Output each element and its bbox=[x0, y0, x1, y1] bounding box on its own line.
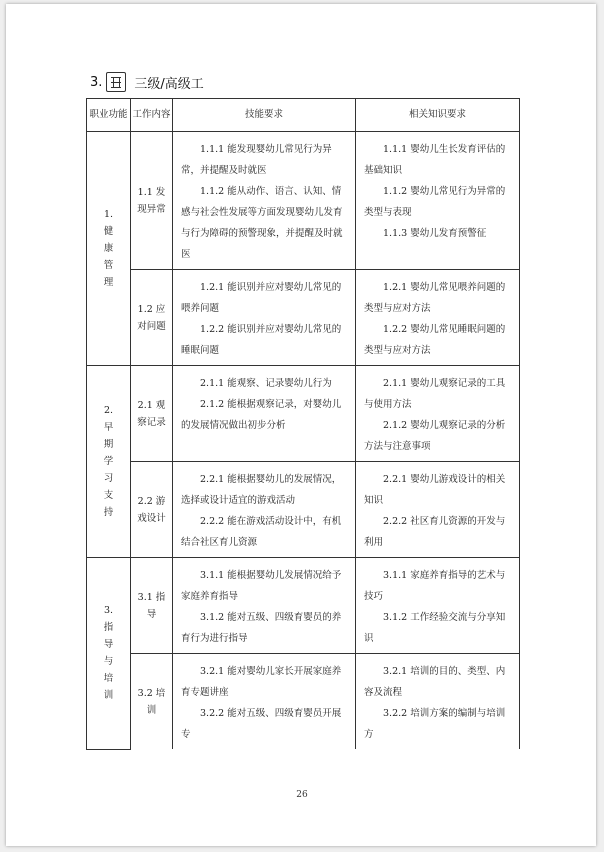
section-number: 3. bbox=[90, 74, 103, 90]
header-function: 职业功能 bbox=[87, 99, 131, 132]
page-number: 26 bbox=[296, 790, 308, 800]
skills-cell bbox=[173, 558, 356, 654]
knowledge-cell bbox=[356, 462, 520, 558]
header-skills: 技能要求 bbox=[173, 99, 356, 132]
function-cell: 2. 早期学习支持 bbox=[87, 366, 131, 558]
table-row bbox=[87, 132, 520, 270]
section-heading bbox=[90, 72, 204, 92]
knowledge-item: 3.2.1 培训的目的、类型、内容及流程 bbox=[364, 666, 506, 698]
knowledge-cell bbox=[356, 270, 520, 366]
knowledge-item: 3.2.2 培训方案的编制与培训方 bbox=[364, 708, 506, 740]
function-cell: 3. 指导与培训 bbox=[87, 558, 131, 750]
skills-table bbox=[86, 98, 520, 750]
function-cell: 1. 健康管理 bbox=[87, 132, 131, 366]
knowledge-item: 2.2.1 婴幼儿游戏设计的相关知识 bbox=[364, 474, 506, 506]
knowledge-item: 1.1.3 婴幼儿发育预警征 bbox=[383, 228, 487, 239]
knowledge-item: 1.1.1 婴幼儿生长发育评估的基础知识 bbox=[364, 144, 506, 176]
knowledge-item: 2.1.1 婴幼儿观察记录的工具与使用方法 bbox=[364, 378, 506, 410]
skill-item: 3.2.1 能对婴幼儿家长开展家庭养育专题讲座 bbox=[181, 666, 342, 698]
content-cell: 2.2 游戏设计 bbox=[131, 462, 173, 558]
skill-item: 2.1.2 能根据观察记录，对婴幼儿的发展情况做出初步分析 bbox=[181, 399, 342, 431]
table-row bbox=[87, 366, 520, 462]
knowledge-item: 1.2.2 婴幼儿常见睡眠问题的类型与应对方法 bbox=[364, 324, 506, 356]
skills-cell bbox=[173, 132, 356, 270]
section-title: 三级/高级工 bbox=[134, 76, 204, 92]
document-grid-icon bbox=[106, 72, 126, 92]
header-knowledge: 相关知识要求 bbox=[356, 99, 520, 132]
skill-item: 1.1.1 能发现婴幼儿常见行为异常，并提醒及时就医 bbox=[181, 144, 332, 176]
skill-item: 2.2.1 能根据婴幼儿的发展情况，选择或设计适宜的游戏活动 bbox=[181, 474, 342, 506]
knowledge-cell bbox=[356, 366, 520, 462]
knowledge-item: 1.1.2 婴幼儿常见行为异常的类型与表现 bbox=[364, 186, 506, 218]
knowledge-item: 2.1.2 婴幼儿观察记录的分析方法与注意事项 bbox=[364, 420, 506, 452]
table-row bbox=[87, 270, 520, 366]
skills-cell bbox=[173, 366, 356, 462]
content-cell: 2.1 观察记录 bbox=[131, 366, 173, 462]
knowledge-item: 3.1.1 家庭养育指导的艺术与技巧 bbox=[364, 570, 506, 602]
skill-item: 3.2.2 能对五级、四级育婴员开展专 bbox=[181, 708, 342, 740]
skill-item: 1.2.2 能识别并应对婴幼儿常见的睡眠问题 bbox=[181, 324, 342, 356]
table-row bbox=[87, 654, 520, 750]
skill-item: 3.1.1 能根据婴幼儿发展情况给予家庭养育指导 bbox=[181, 570, 342, 602]
knowledge-item: 3.1.2 工作经验交流与分享知识 bbox=[364, 612, 506, 644]
table-row bbox=[87, 462, 520, 558]
table-header-row bbox=[87, 99, 520, 132]
skill-item: 2.1.1 能观察、记录婴幼儿行为 bbox=[200, 378, 332, 389]
skill-item: 2.2.2 能在游戏活动设计中，有机结合社区育儿资源 bbox=[181, 516, 342, 548]
skills-cell bbox=[173, 270, 356, 366]
knowledge-cell bbox=[356, 654, 520, 750]
knowledge-cell bbox=[356, 132, 520, 270]
knowledge-item: 2.2.2 社区育儿资源的开发与利用 bbox=[364, 516, 506, 548]
table-row bbox=[87, 558, 520, 654]
knowledge-item: 1.2.1 婴幼儿常见喂养问题的类型与应对方法 bbox=[364, 282, 506, 314]
skills-cell bbox=[173, 462, 356, 558]
content-cell: 1.2 应对问题 bbox=[131, 270, 173, 366]
skills-cell bbox=[173, 654, 356, 750]
content-cell: 3.2 培训 bbox=[131, 654, 173, 750]
skill-item: 1.1.2 能从动作、语言、认知、情感与社会性发展等方面发现婴幼儿发育与行为障碍的预警现象，并提醒及时就医 bbox=[181, 186, 343, 260]
content-cell: 3.1 指导 bbox=[131, 558, 173, 654]
skill-item: 3.1.2 能对五级、四级育婴员的养育行为进行指导 bbox=[181, 612, 342, 644]
skill-item: 1.2.1 能识别并应对婴幼儿常见的喂养问题 bbox=[181, 282, 342, 314]
content-cell: 1.1 发现异常 bbox=[131, 132, 173, 270]
header-content: 工作内容 bbox=[131, 99, 173, 132]
knowledge-cell bbox=[356, 558, 520, 654]
